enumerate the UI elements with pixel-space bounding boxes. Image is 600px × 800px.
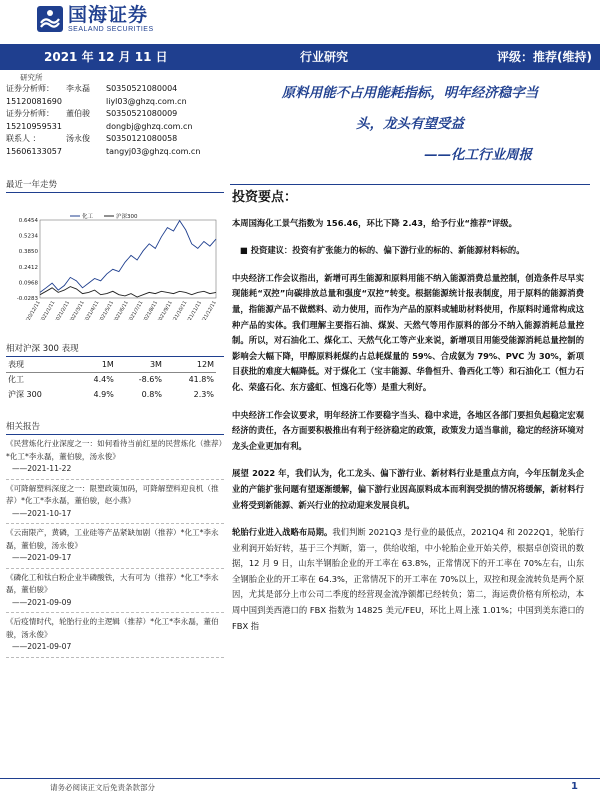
body-heading: 投资要点： bbox=[232, 190, 298, 205]
analyst-heading: 研究所 bbox=[20, 73, 43, 82]
perf-header-cell: 3M bbox=[116, 357, 164, 372]
analyst-role: 证券分析师： bbox=[6, 109, 54, 118]
perf-title: 相对沪深 300 表现 bbox=[6, 342, 224, 357]
analyst-id: S0350521080004 bbox=[106, 84, 178, 93]
analyst-row bbox=[6, 146, 224, 159]
perf-cell: 0.8% bbox=[141, 390, 162, 399]
legend-label-1: 沪深300 bbox=[116, 214, 138, 220]
perf-header-cell: 表现 bbox=[6, 357, 73, 372]
legend-label-0: 化工 bbox=[82, 214, 94, 220]
perf-row bbox=[6, 387, 216, 402]
trend-title: 最近一年走势 bbox=[6, 178, 224, 193]
related-report-date: ——2021-09-09 bbox=[12, 597, 72, 607]
perf-section bbox=[6, 336, 224, 658]
body-index: 本周国海化工景气指数为 156.46，环比下降 2.43，给予行业“推荐”评级。 bbox=[232, 217, 517, 228]
analyst-role: 15120081690 bbox=[6, 96, 62, 106]
analyst-role: 证券分析师： bbox=[6, 84, 54, 93]
related-report-title: 《云南限产，黄磷，工业硅等产品紧缺加剧（推荐）*化工*李永磊，董伯骏，汤永俊》 bbox=[6, 528, 219, 550]
analyst-row bbox=[6, 121, 224, 134]
perf-cell: 2.3% bbox=[193, 390, 214, 399]
analyst-id: dongbj@ghzq.com.cn bbox=[106, 121, 193, 131]
logo bbox=[36, 4, 154, 34]
perf-cell: 化工 bbox=[8, 375, 24, 385]
x-tick-label: 2021/10/11 bbox=[170, 300, 189, 320]
logo-en: SEALAND SECURITIES bbox=[68, 26, 154, 33]
analyst-role: 15210959531 bbox=[6, 121, 62, 131]
perf-cell: -8.6% bbox=[138, 375, 162, 385]
main-body bbox=[232, 190, 584, 646]
perf-cell: 41.8% bbox=[188, 375, 214, 385]
y-tick-label: 0.6454 bbox=[18, 218, 38, 224]
title-line-2: 头，龙头有望受益 bbox=[356, 116, 464, 132]
body-outlook: 展望 2022 年，我们认为，化工龙头、偏下游行业、新材料行业是重点方向，今年压制龙头企业的产能扩张问题有望逐渐缓解，偏下游行业因高原料成本而利润受损的情况将缓解，新材料行业将受到新能源、新兴行业的拉动迎来发展良机。 bbox=[232, 468, 584, 510]
analyst-id: liyl03@ghzq.com.cn bbox=[106, 96, 187, 106]
x-tick-label: 2021/5/11 bbox=[98, 300, 116, 320]
analyst-row bbox=[6, 96, 224, 109]
perf-row bbox=[6, 372, 216, 387]
y-tick-label: 0.0968 bbox=[18, 280, 38, 287]
x-tick-label: 2021/12/11 bbox=[199, 300, 218, 320]
left-column bbox=[6, 72, 224, 193]
analyst-name: 董伯骏 bbox=[66, 109, 90, 118]
report-rating: 评级：推荐(维持) bbox=[497, 50, 592, 64]
analyst-row bbox=[6, 83, 224, 96]
analyst-role: 联系人 ： bbox=[6, 134, 41, 143]
y-tick-label: 0.5234 bbox=[18, 233, 38, 240]
y-tick-label: -0.0283 bbox=[16, 296, 38, 302]
perf-cell: 4.9% bbox=[93, 390, 114, 399]
related-report-date: ——2021-09-07 bbox=[12, 642, 72, 651]
related-report[interactable] bbox=[6, 483, 224, 525]
x-tick-label: 2021/11/11 bbox=[184, 300, 204, 320]
related-report[interactable] bbox=[6, 616, 224, 658]
title-divider bbox=[230, 184, 590, 185]
analyst-name bbox=[66, 146, 106, 159]
report-title bbox=[232, 78, 588, 171]
related-list bbox=[6, 438, 224, 658]
logo-cn: 国海证券 bbox=[68, 4, 149, 26]
x-tick-label: 2021/8/11 bbox=[142, 300, 160, 320]
body-tire-text: 我们判断 2021Q3 是行业的最低点，2021Q4 和 2022Q1，轮胎行业利润开始好转，基于三个判断，第一，供给收缩，中小轮胎企业开始关停，根据卓创资讯的数据，12 月 9 日，山东半钢胎企业的开工率在 63.8%，正常情况下的开工率在 70%左右，山东全钢胎企业的开工率在 64.3%，正常情况下的开工率在 70%以上，双控和现金流转负是两个原因，尤其是部分上市公司二季度的经营现金流净额都已经转负；第二，海运费价格有所松动，本周中国到美西港口的 FBX 指数为 14825 美元/FEU，环比上周上涨 1.01%；中国到美东港口的 FBX 指 bbox=[232, 527, 584, 631]
header-bar bbox=[0, 44, 600, 70]
perf-table bbox=[6, 357, 216, 402]
x-tick-label: 2021/4/11 bbox=[83, 300, 101, 320]
trend-chart-svg bbox=[10, 210, 224, 320]
related-report-title: 《可降解塑料深度之一：限塑政策加码，可降解塑料迎良机（推荐）*化工*李永磊，董伯骏，赵小燕》 bbox=[6, 483, 219, 505]
report-date: 2021 年 12 月 11 日 bbox=[44, 50, 168, 64]
body-tire-lead: 轮胎行业进入战略布局期。 bbox=[232, 527, 333, 538]
related-report[interactable] bbox=[6, 438, 224, 480]
title-line-1: 原料用能不占用能耗指标，明年经济稳字当 bbox=[281, 85, 539, 101]
y-tick-label: 0.2412 bbox=[18, 264, 38, 271]
x-tick-label: 2020/12/11 bbox=[23, 300, 42, 320]
analyst-row bbox=[6, 133, 224, 146]
trend-chart bbox=[10, 210, 224, 320]
body-tire bbox=[232, 525, 584, 634]
footer-divider bbox=[0, 778, 600, 779]
x-tick-label: 2021/1/11 bbox=[39, 300, 57, 320]
analyst-name: 汤永俊 bbox=[66, 134, 90, 143]
related-report-date: ——2021-11-22 bbox=[12, 464, 72, 473]
x-tick-label: 2021/3/11 bbox=[69, 300, 86, 320]
related-report-title: 《后疫情时代，轮胎行业的主逻辑（推荐）*化工*李永磊，董伯骏，汤永俊》 bbox=[6, 617, 219, 639]
related-report-date: ——2021-10-17 bbox=[12, 508, 72, 518]
analyst-name bbox=[66, 96, 106, 109]
perf-header-cell: 12M bbox=[164, 357, 216, 372]
analyst-role: 15606133057 bbox=[6, 146, 62, 156]
series-line-1 bbox=[40, 287, 216, 297]
body-economy: 中央经济工作会议要求，明年经济工作要稳字当头、稳中求进，各地区各部门要担负起稳定宏观经济的责任，各方面要积极推出有利于经济稳定的政策，政策发力适当靠前，稳定的经济环境对龙头企业更加有利。 bbox=[232, 409, 584, 451]
x-tick-label: 2021/9/11 bbox=[157, 300, 174, 320]
x-tick-label: 2021/2/11 bbox=[54, 300, 72, 320]
analyst-name: 李永磊 bbox=[66, 84, 90, 93]
analyst-list bbox=[6, 83, 224, 158]
x-tick-label: 2021/6/11 bbox=[113, 300, 130, 320]
x-tick-label: 2021/7/11 bbox=[127, 300, 145, 320]
report-category: 行业研究 bbox=[300, 50, 349, 64]
related-report-date: ——2021-09-17 bbox=[12, 553, 72, 562]
related-report-title: 《磷化工和钛白粉企业半磷酸铁，大有可为（推荐）*化工*李永磊，董伯骏》 bbox=[6, 572, 219, 594]
perf-cell: 4.4% bbox=[93, 375, 114, 385]
perf-cell: 沪深 300 bbox=[8, 390, 42, 399]
title-subtitle: ——化工行业周报 bbox=[424, 147, 532, 163]
body-advice: ■ 投资建议：投资有扩张能力的标的、偏下游行业的标的、新能源材料标的。 bbox=[240, 245, 525, 256]
analyst-row bbox=[6, 108, 224, 121]
analyst-name bbox=[66, 121, 106, 134]
footer-disclaimer: 请务必阅读正文后免责条款部分 bbox=[50, 783, 155, 792]
page-number: 1 bbox=[571, 781, 578, 792]
perf-header-cell: 1M bbox=[73, 357, 116, 372]
related-report[interactable] bbox=[6, 572, 224, 614]
related-report-title: 《民营炼化行业深度之一：如何看待当前红星的民营炼化（推荐）*化工*李永磊，董伯骏，汤永俊》 bbox=[6, 439, 223, 461]
series-line-0 bbox=[40, 221, 216, 293]
related-report[interactable] bbox=[6, 527, 224, 569]
analyst-id: S0350521080009 bbox=[106, 109, 178, 118]
related-title: 相关报告 bbox=[6, 420, 224, 435]
y-tick-label: 0.3850 bbox=[18, 249, 38, 256]
sealand-logo-icon bbox=[36, 5, 64, 33]
analyst-id: tangyj03@ghzq.com.cn bbox=[106, 146, 201, 156]
analyst-id: S0350121080058 bbox=[106, 134, 178, 143]
body-policy: 中央经济工作会议指出，新增可再生能源和原料用能不纳入能源消费总量控制，创造条件尽早实现能耗“双控”向碳排放总量和强度“双控”转变。根据能源统计报表制度，用于原料的能源消费量，指能源产品不做燃料、动力使用，而作为产品的原料或辅助材料使用，作原料时通常构成这种产品的实体。我们理解主要指石油、煤炭、天然气等用作原料的部分不纳入能源消耗总量控制。所以，对石油化工、煤化工、天然气化工等产业来说，新增项目用能受能源消耗总量控制的影响会大幅下降，甲醇原料耗煤约占总耗煤量的 59%、合成氨为 79%、PVC 为 30%，新项目获批的难度大幅降低。对于煤化工（宝丰能源、华鲁恒升、鲁西化工等）和石油化工（恒力石化、荣盛石化、东方盛虹、恒逸石化等）是重大利好。 bbox=[232, 272, 584, 392]
